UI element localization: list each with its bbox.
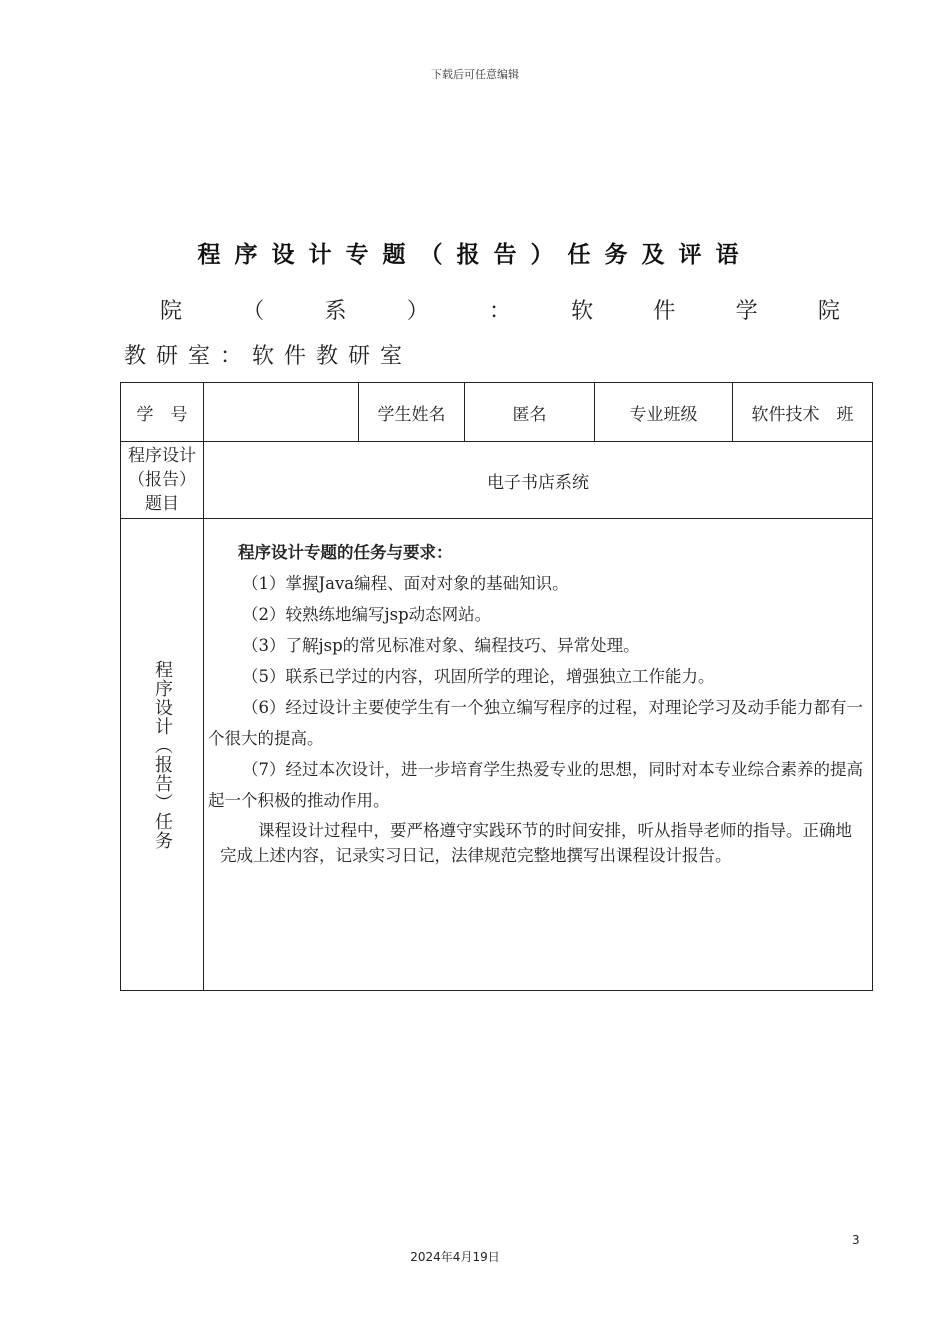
department-char: （ <box>242 299 265 324</box>
department-line <box>160 294 840 325</box>
office-line: 教研室：软件教研室 <box>124 344 413 369</box>
task-label: 程序设计（报告）任务 <box>152 659 173 850</box>
department-char: ： <box>488 299 511 324</box>
class-label: 专业班级 <box>595 383 733 442</box>
student-id-label: 学 号 <box>121 383 204 442</box>
task-content-cell <box>204 519 873 991</box>
header-note: 下载后可任意编辑 <box>431 68 519 81</box>
class-value: 软件技术 班 <box>733 383 873 442</box>
topic-label-line: （报告） <box>128 470 196 490</box>
task-form-table <box>120 382 873 991</box>
task-note: 课程设计过程中，要严格遵守实践环节的时间安排，听从指导老师的指导。正确地完成上述内容，记录实习日记，法律规范完整地撰写出课程设计报告。 <box>220 821 852 865</box>
department-char: 系 <box>324 299 347 324</box>
task-label-cell <box>121 519 204 991</box>
department-char: 院 <box>160 299 183 324</box>
topic-label-line: 题目 <box>145 494 179 514</box>
task-item: （2）较熟练地编写jsp动态网站。 <box>242 605 492 624</box>
task-item: （3）了解jsp的常见标准对象、编程技巧、异常处理。 <box>242 636 640 655</box>
department-char: 学 <box>735 299 758 324</box>
student-name-value: 匿名 <box>465 383 595 442</box>
student-id-value <box>204 383 359 442</box>
task-row <box>121 519 873 991</box>
task-item: （6）经过设计主要使学生有一个独立编写程序的过程，对理论学习及动手能力都有一个很大的提高。 <box>208 698 863 748</box>
department-char: ） <box>406 299 429 324</box>
task-item: （7）经过本次设计，进一步培育学生热爱专业的思想，同时对本专业综合素养的提高起一个积极的推动作用。 <box>208 760 863 810</box>
topic-value: 电子书店系统 <box>204 442 873 519</box>
topic-label <box>121 442 204 519</box>
document-title: 程序设计专题（报告）任务及评语 <box>197 242 753 268</box>
department-char: 件 <box>653 299 676 324</box>
department-char: 软 <box>571 299 594 324</box>
student-name-label: 学生姓名 <box>359 383 465 442</box>
department-char: 院 <box>817 299 840 324</box>
page-number: 3 <box>852 1233 860 1247</box>
student-info-row <box>121 383 873 442</box>
footer-date: 2024年4月19日 <box>410 1250 500 1264</box>
topic-row <box>121 442 873 519</box>
task-item: （5）联系已学过的内容，巩固所学的理论，增强独立工作能力。 <box>242 667 715 686</box>
task-item: （1）掌握Java编程、面对对象的基础知识。 <box>242 574 569 593</box>
topic-label-line: 程序设计 <box>128 446 196 466</box>
task-heading: 程序设计专题的任务与要求： <box>238 543 453 562</box>
